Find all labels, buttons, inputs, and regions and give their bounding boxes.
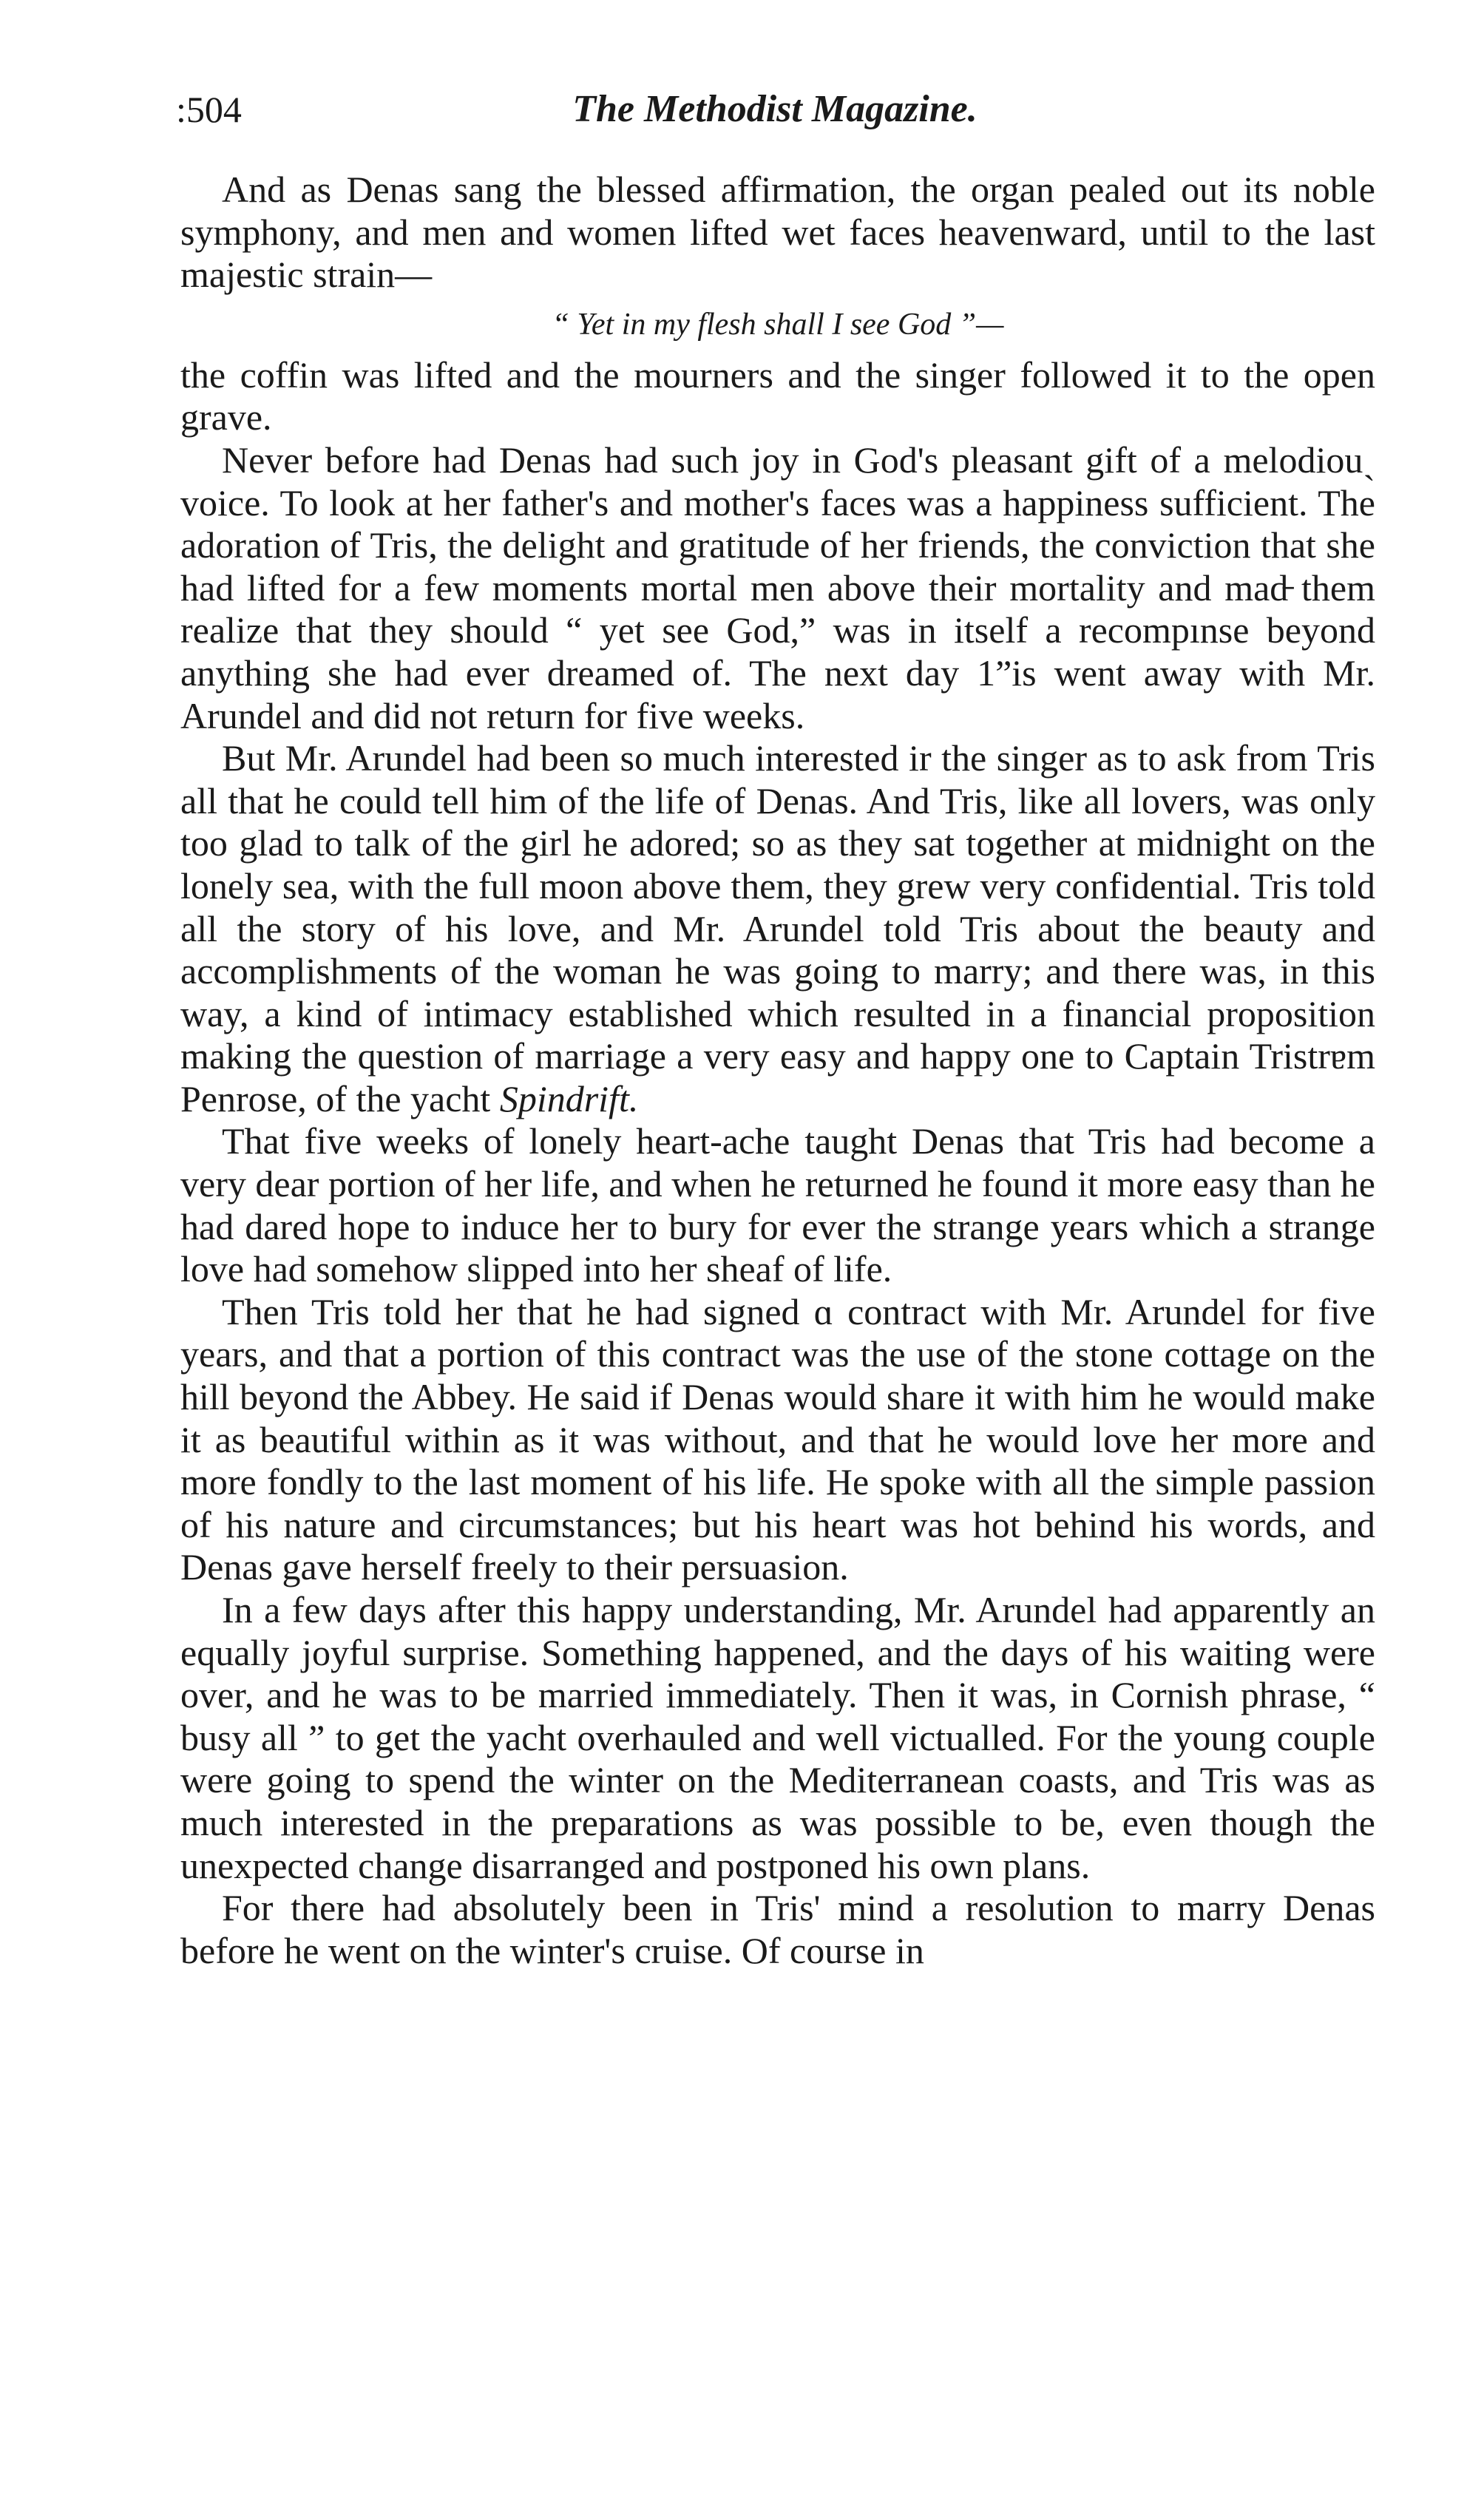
running-title: The Methodist Magazine. — [572, 88, 978, 130]
paragraph-4 — [180, 737, 1375, 1120]
paragraph-7: In a few days after this happy understanding, Mr. Arundel had apparently an equally joyful surprise. Something happened, and the days of his waiting were over, and he was to be married immediately. Then it was, in Cornish phrase, “ busy all ” to get the yacht overhauled and well victualled. For the young couple were going to spend the winter on the Mediterranean coasts, and Tris was as much interested in the preparations as was possible to be, even though the unexpected change disarranged and postponed his own plans. — [180, 1589, 1375, 1886]
scripture-quote: “ Yet in my flesh shall I see God ”— — [552, 307, 1004, 342]
paragraph-8: For there had absolutely been in Tris' mind a resolution to marry Denas before he went on the winter's cruise. Of course in — [180, 1887, 1375, 1971]
paragraph-3: Never before had Denas had such joy in God's pleasant gift of a melodiouˏ voice. To look at her father's and mother's faces was a happiness sufficient. The adoration of Tris, the delight and gratitude of her friends, the conviction that she had lifted for a few moments mortal men above their mortality and mad̵ them realize that they should “ yet see God,” was in itself a recompınse beyond anything she had ever dreamed of. The next day 1”is went away with Mr. Arundel and did not return for five weeks. — [180, 438, 1375, 736]
paragraph-4-text: But Mr. Arundel had been so much interested ir the singer as to ask from Tris all that he could tell him of the life of Denas. And Tris, like all lovers, was only too glad to talk of the girl he adored; so as they sat together at midnight on the lonely sea, with the full moon above them, they grew very confidential. Tris told all the story of his love, and Mr. Arundel told Tris about the beauty and accomplishments of the woman he was going to marry; and there was, in this way, a kind of intimacy established which resulted in a financial proposition making the question of marriage a very easy and happy one to Captain Tristrɐm Penrose, of the yacht — [180, 737, 1375, 1119]
page-number: :504 — [176, 89, 242, 130]
paragraph-2: the coffin was lifted and the mourners and the singer followed it to the open grave. — [180, 353, 1375, 438]
paragraph-1: And as Denas sang the blessed affirmation, the organ pealed out its noble symphony, and men and women lifted wet faces heavenward, until to the last majestic strain— — [180, 169, 1375, 296]
page-header — [176, 80, 1374, 139]
article-body — [180, 169, 1375, 1972]
paragraph-6: Then Tris told her that he had signed ɑ contract with Mr. Arundel for five years, and that a portion of this contract was the use of the stone cottage on the hill beyond the Abbey. He said if Denas would share it with him he would make it as beautiful within as it was without, and that he would love her more and more fondly to the last moment of his life. He spoke with all the simple passion of his nature and circumstances; but his heart was hot behind his words, and Denas gave herself freely to their persuasion. — [180, 1290, 1375, 1588]
yacht-name: Spindrift. — [499, 1077, 639, 1119]
paragraph-5: That five weeks of lonely heart-ache taught Denas that Tris had become a very dear portion of her life, and when he returned he found it more easy than he had dared hope to induce her to bury for ever the strange years which a strange love had somehow slipped into her sheaf of life. — [180, 1120, 1375, 1290]
